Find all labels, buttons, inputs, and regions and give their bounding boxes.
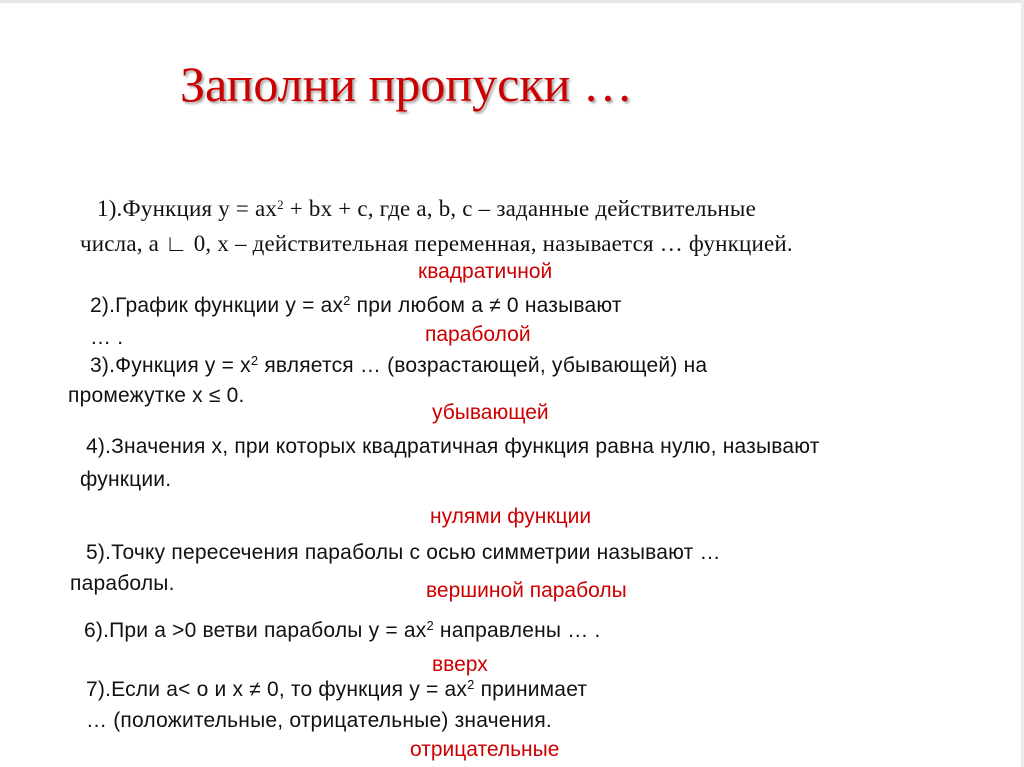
item-6-answer: вверх xyxy=(432,653,488,676)
item-3-line-2: промежутке х ≤ 0. xyxy=(68,384,245,407)
item-5-answer: вершиной параболы xyxy=(426,579,627,602)
slide-title: Заполни пропуски … xyxy=(180,56,633,112)
item-7-line-2: … (положительные, отрицательные) значения. xyxy=(86,709,552,732)
item-1-line-2: числа, a ∟ 0, x – действительная переменная, называется … функцией. xyxy=(80,231,793,256)
item-4-line-2: функции. xyxy=(80,468,172,491)
item-5-line-1: 5).Точку пересечения параболы с осью симметрии называют … xyxy=(86,541,721,564)
item-4-line-1: 4).Значения х, при которых квадратичная функция равна нулю, называют xyxy=(86,435,820,458)
item-4-answer: нулями функции xyxy=(430,505,592,528)
item-3-answer: убывающей xyxy=(432,401,549,424)
item-2-answer: параболой xyxy=(425,323,531,346)
item-5-line-2: параболы. xyxy=(70,572,175,595)
item-7-answer: отрицательные xyxy=(410,738,560,761)
item-2-line-1: 2).График функции $у = ах^2$ при любом а ≠ 0 называют xyxy=(90,293,622,317)
item-2-line-2: … . xyxy=(90,326,124,349)
item-6-line-1: 6).При а >0 ветви параболы $у = ах^2$ направлены … . xyxy=(84,618,601,642)
item-7-line-1: 7).Если а< о и х ≠ 0, то функция $у = ах^2$ принимает xyxy=(86,677,588,701)
slide-top-border xyxy=(0,0,1024,3)
item-1-line-1: 1).Функция $y = ax^2$ + bx + c, где a, b, c – заданные действительные xyxy=(97,196,756,221)
item-1-answer: квадратичной xyxy=(418,260,553,283)
item-3-line-1: 3).Функция $у = х^2$ является … (возрастающей, убывающей) на xyxy=(90,353,708,377)
